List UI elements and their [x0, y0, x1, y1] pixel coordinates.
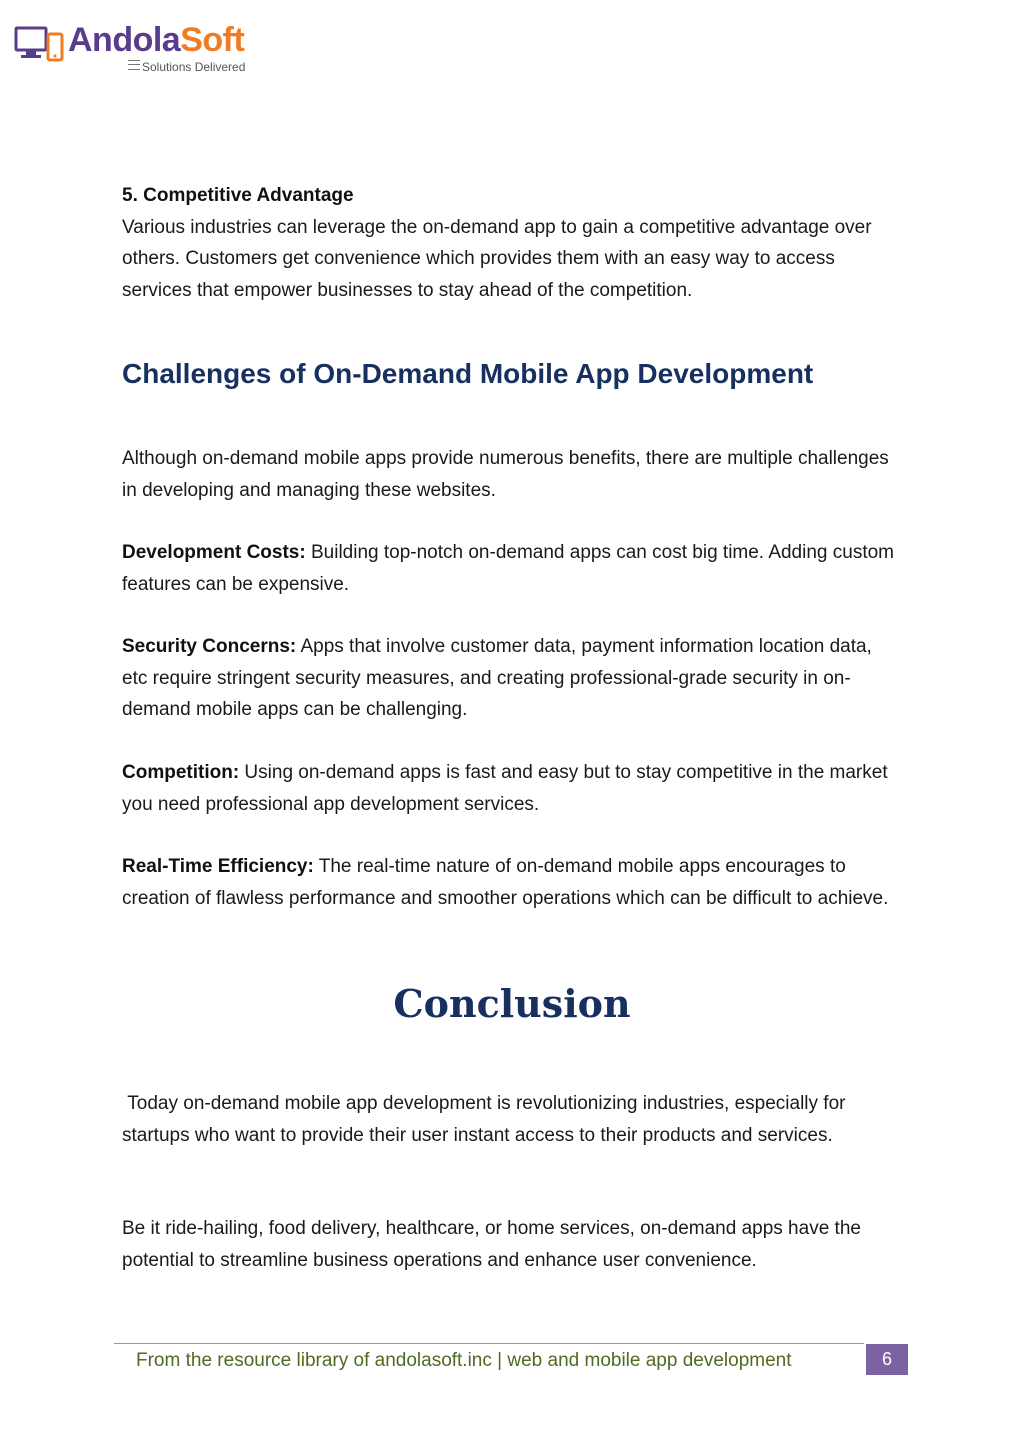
challenge-item-real-time-efficiency — [122, 851, 902, 914]
challenge-term: Competition: — [122, 762, 240, 783]
section-competitive-advantage — [122, 180, 902, 306]
logo-wordmark-part1: Andola — [68, 21, 181, 59]
company-logo — [14, 18, 264, 80]
challenge-term: Development Costs: — [122, 542, 306, 563]
challenge-text: Apps that involve customer data, payment information location data, etc require stringent security measures, and creating professional-grade security in on-demand mobile apps can be challenging. — [122, 636, 872, 720]
conclusion-text: Today on-demand mobile app development is revolutionizing industries, especially for startups who want to provide their user instant access to their products and services. — [122, 1093, 851, 1146]
footer-divider — [114, 1343, 864, 1344]
page-number-badge: 6 — [866, 1344, 908, 1375]
challenges-intro — [122, 443, 902, 506]
footer-text: From the resource library of andolasoft.inc | web and mobile app development — [136, 1350, 792, 1371]
logo-wordmark-part2: Soft — [180, 21, 245, 59]
devices-icon — [14, 24, 66, 64]
tagline-lines-icon — [128, 60, 140, 70]
logo-tagline-text: Solutions Delivered — [142, 60, 246, 74]
conclusion-heading: Conclusion — [393, 981, 631, 1026]
section-title: 5. Competitive Advantage — [122, 185, 354, 206]
logo-wordmark — [68, 20, 244, 60]
logo-tagline — [128, 60, 245, 74]
conclusion-paragraph-1 — [122, 1088, 902, 1151]
conclusion-text: Be it ride-hailing, food delivery, healthcare, or home services, on-demand apps have the potential to streamline business operations and enhance user convenience. — [122, 1218, 861, 1271]
challenge-text: Building top-notch on-demand apps can cost big time. Adding custom features can be expensive. — [122, 542, 894, 595]
challenge-item-security-concerns — [122, 631, 902, 726]
challenge-text: Using on-demand apps is fast and easy but to stay competitive in the market you need professional app development services. — [122, 762, 888, 815]
challenges-heading: Challenges of On-Demand Mobile App Development — [122, 358, 814, 389]
challenge-term: Security Concerns: — [122, 636, 297, 657]
conclusion-paragraph-2 — [122, 1213, 902, 1276]
challenge-term: Real-Time Efficiency: — [122, 856, 314, 877]
challenge-text: The real-time nature of on-demand mobile apps encourages to creation of flawless performance and smoother operations which can be difficult to achieve. — [122, 856, 889, 909]
challenge-item-development-costs — [122, 537, 902, 600]
challenge-item-competition — [122, 757, 902, 820]
section-paragraph: Various industries can leverage the on-demand app to gain a competitive advantage over others. Customers get convenience which provides them with an easy way to access services that empower businesses to stay ahead of the competition. — [122, 216, 872, 301]
challenges-intro-text: Although on-demand mobile apps provide numerous benefits, there are multiple challenges in developing and managing these websites. — [122, 448, 889, 501]
